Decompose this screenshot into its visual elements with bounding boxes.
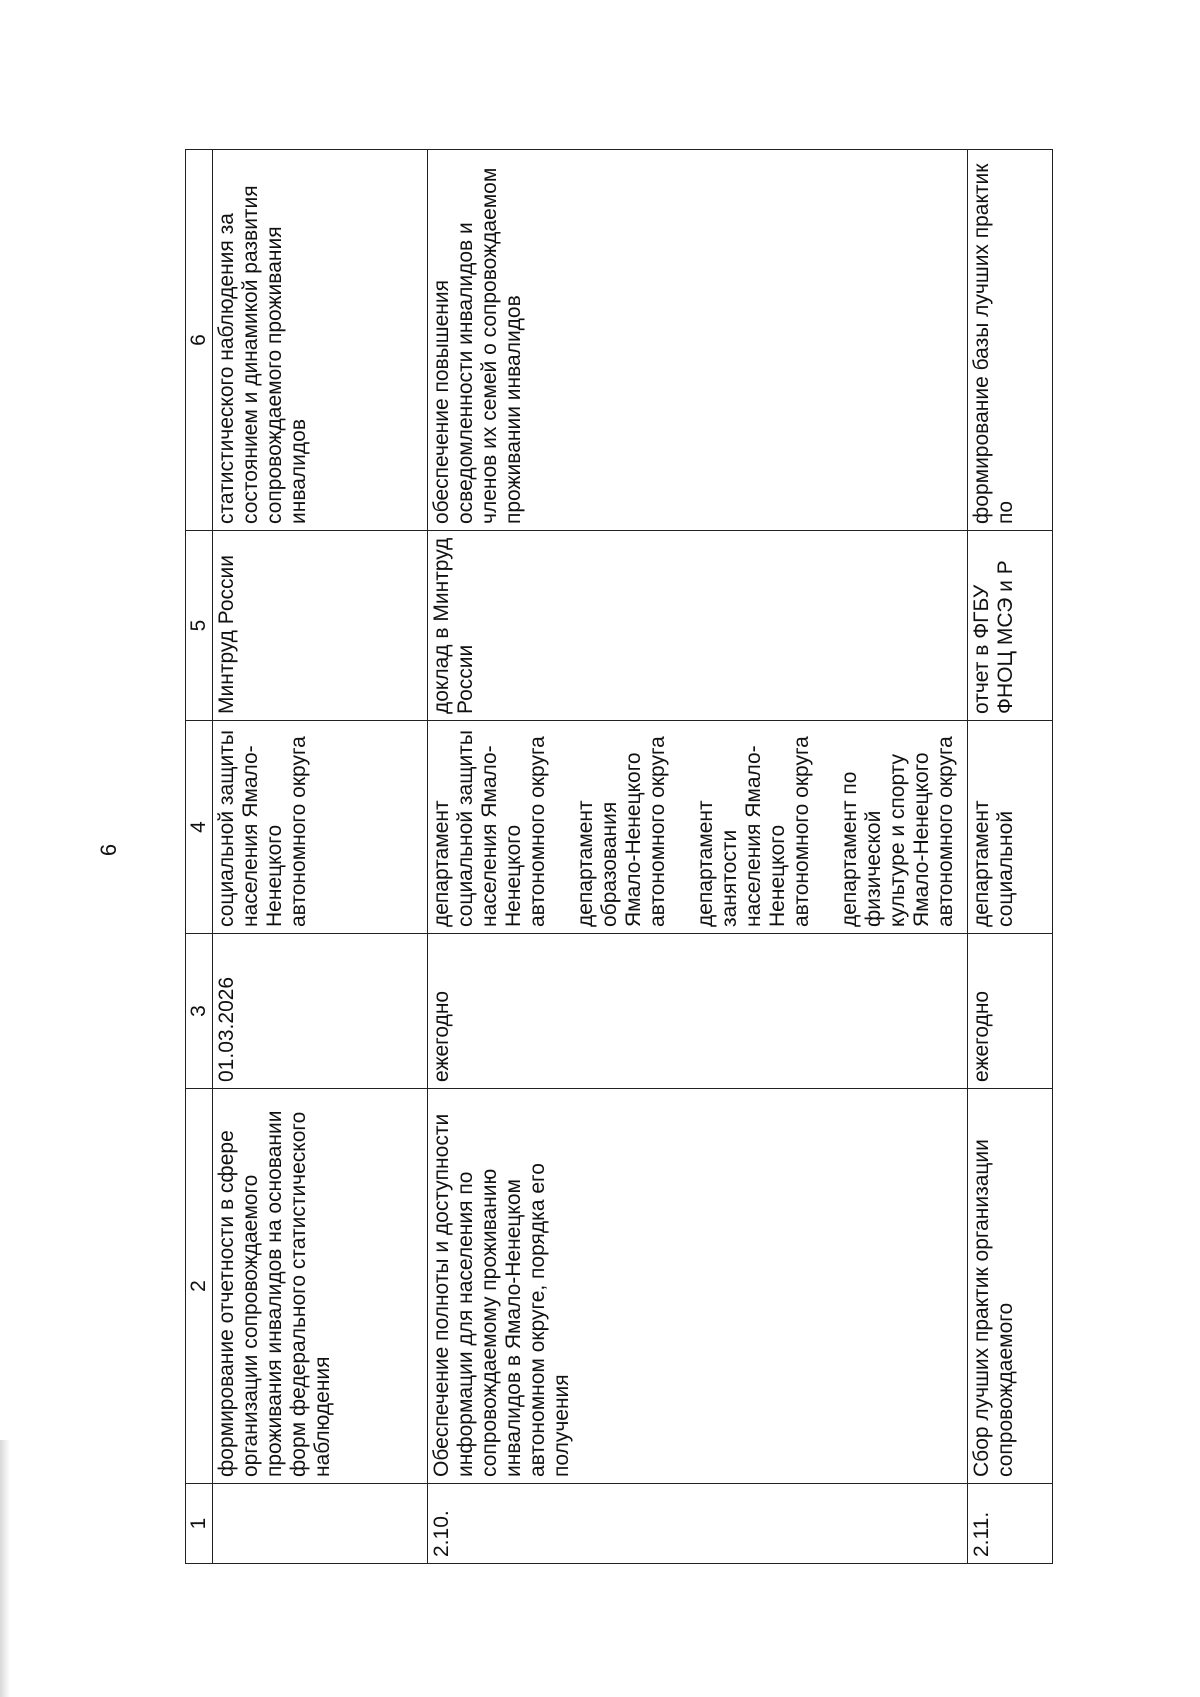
table-header-row	[186, 150, 213, 1564]
event-cell: Сбор лучших практик организации сопровождаемого	[968, 1089, 1053, 1484]
responsible-cell	[213, 721, 428, 934]
event-cell: формирование отчетности в сфере организации сопровождаемого проживания инвалидов на основании форм федерального статистического наблюдения	[213, 1089, 428, 1484]
scan-edge-shadow	[0, 1440, 10, 1697]
row-number-cell: 2.11.	[968, 1484, 1053, 1564]
header-cell: 4	[186, 721, 213, 934]
result-cell: формирование базы лучших практик по	[968, 150, 1053, 531]
deadline-cell: ежегодно	[968, 934, 1053, 1089]
row-number-cell: 2.10.	[428, 1484, 968, 1564]
responsible-item: департамент образования Ямало-Ненецкого автономного округа	[574, 736, 669, 927]
report-type-cell: Минтруд России	[213, 531, 428, 721]
header-cell: 1	[186, 1484, 213, 1564]
result-cell: статистического наблюдения за состоянием и динамикой развития сопровождаемого проживания инвалидов	[213, 150, 428, 531]
responsible-item: департамент социальной защиты населения Ямало-Ненецкого автономного округа	[430, 730, 549, 927]
responsible-cell	[428, 721, 968, 934]
table-row	[213, 150, 428, 1564]
measures-table-container	[185, 150, 1053, 1564]
header-cell: 3	[186, 934, 213, 1089]
header-cell: 2	[186, 1089, 213, 1484]
responsible-item: департамент социальной	[970, 800, 1017, 927]
page-number: 6	[96, 843, 121, 857]
responsible-item: департамент занятости населения Ямало-Ненецкого автономного округа	[694, 736, 813, 927]
responsible-item: департамент по физической культуре и спорту Ямало-Ненецкого автономного округа	[838, 736, 957, 927]
measures-table	[185, 149, 1053, 1564]
row-number-cell	[213, 1484, 428, 1564]
result-cell: обеспечение повышения осведомленности инвалидов и членов их семей о сопровождаемом проживании инвалидов	[428, 150, 968, 531]
report-type-cell: отчет в ФГБУ ФНОЦ МСЭ и Р	[968, 531, 1053, 721]
report-type-cell: доклад в Минтруд России	[428, 531, 968, 721]
responsible-cell	[968, 721, 1053, 934]
table-row	[968, 150, 1053, 1564]
header-cell: 5	[186, 531, 213, 721]
deadline-cell: 01.03.2026	[213, 934, 428, 1089]
event-cell: Обеспечение полноты и доступности информации для населения по сопровождаемому проживанию инвалидов в Ямало-Ненецком автономном округе, порядка его получения	[428, 1089, 968, 1484]
header-cell: 6	[186, 150, 213, 531]
deadline-cell: ежегодно	[428, 934, 968, 1089]
table-row	[428, 150, 968, 1564]
responsible-item: социальной защиты населения Ямало-Ненецкого автономного округа	[215, 730, 310, 927]
